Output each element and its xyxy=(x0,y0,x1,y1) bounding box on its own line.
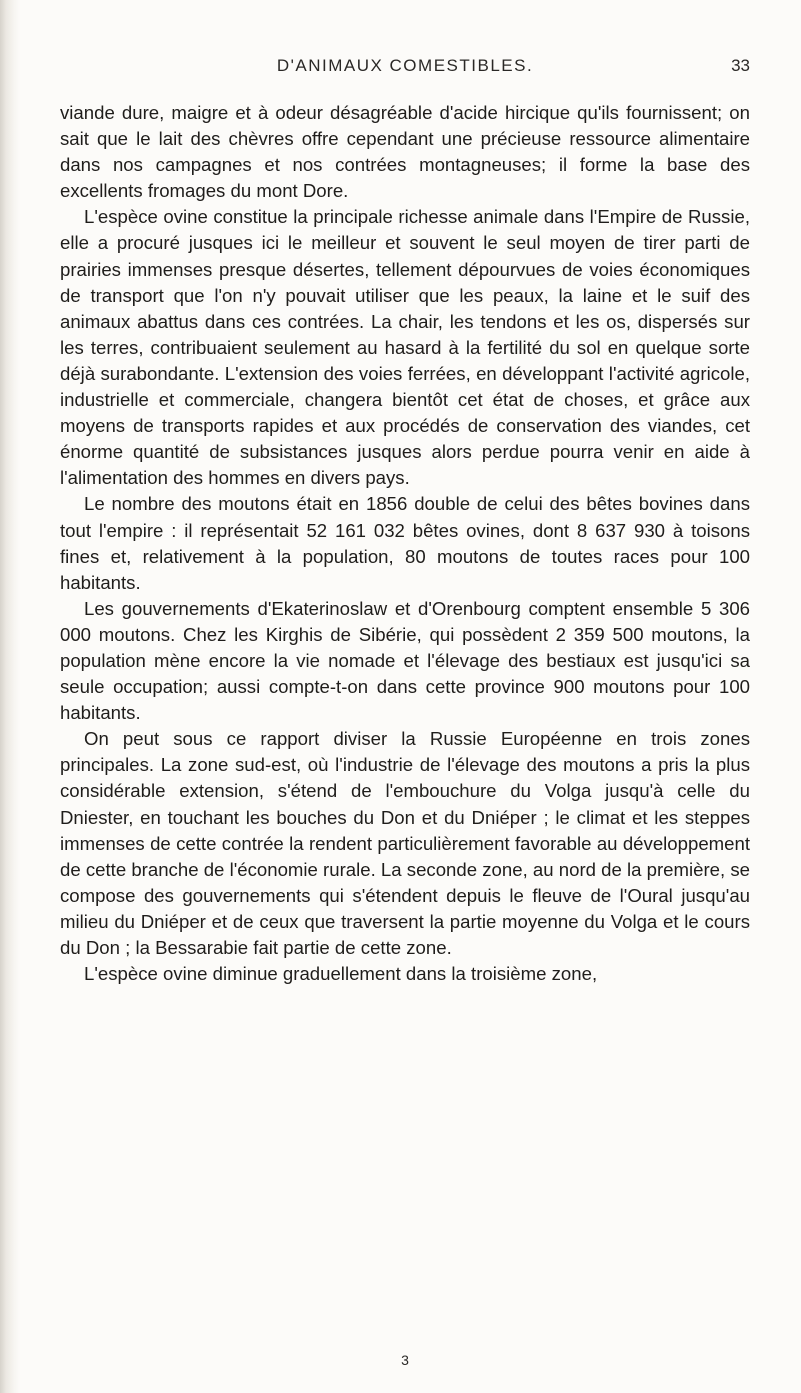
signature-mark: 3 xyxy=(401,1352,409,1368)
paragraph-5: On peut sous ce rapport diviser la Russie Européenne en trois zones principales. La zone sud-est, où l'industrie de l'élevage des moutons a pris la plus considérable extension, s'étend de l'embouchure du Volga jusqu'à celle du Dniester, en touchant les bouches du Don et du Dniéper ; le climat et les steppes immenses de cette contrée la rendent particulièrement favorable au développement de cette branche de l'économie rurale. La seconde zone, au nord de la première, se compose des gouvernements qui s'étendent depuis le fleuve de l'Oural jusqu'au milieu du Dniéper et de ceux que traversent la partie moyenne du Volga et le cours du Don ; la Bessarabie fait partie de cette zone. xyxy=(60,728,750,958)
body-text xyxy=(60,100,750,987)
paragraph-3: Le nombre des moutons était en 1856 double de celui des bêtes bovines dans tout l'empire : il représentait 52 161 032 bêtes ovines, dont 8 637 930 à toisons fines et, relativement à la population, 80 moutons de toutes races pour 100 habitants. xyxy=(60,493,750,593)
paragraph-2: L'espèce ovine constitue la principale richesse animale dans l'Empire de Russie, elle a procuré jusques ici le meilleur et souvent le seul moyen de tirer parti de prairies immenses presque désertes, tellement dépourvues de voies économiques de transport que l'on n'y pouvait utiliser que les peaux, la laine et le suif des animaux abattus dans ces contrées. La chair, les tendons et les os, dispersés sur les terres, contribuaient seulement au hasard à la fertilité du sol en quelque sorte déjà surabondante. L'extension des voies ferrées, en développant l'activité agricole, industrielle et commerciale, changera bientôt cet état de choses, et grâce aux moyens de transports rapides et aux procédés de conservation des viandes, cet énorme quantité de subsistances jusques alors perdue pourra venir en aide à l'alimentation des hommes en divers pays. xyxy=(60,206,750,489)
running-head: D'ANIMAUX COMESTIBLES. xyxy=(276,56,534,75)
paragraph-1: viande dure, maigre et à odeur désagréable d'acide hircique qu'ils fournissent; on sait que le lait des chèvres offre cependant une précieuse ressource alimentaire dans nos campagnes et nos contrées montagneuses; il forme la base des excellents fromages du mont Dore. xyxy=(60,102,750,202)
paragraph-4: Les gouvernements d'Ekaterinoslaw et d'Orenbourg comptent ensemble 5 306 000 moutons. Chez les Kirghis de Sibérie, qui possèdent 2 359 500 moutons, la population mène encore la vie nomade et l'élevage des bestiaux est jusqu'ici sa seule occupation; aussi compte-t-on dans cette province 900 moutons pour 100 habitants. xyxy=(60,597,750,724)
binding-shadow xyxy=(0,0,20,1393)
paragraph-6: L'espèce ovine diminue graduellement dans la troisième zone, xyxy=(84,963,598,985)
page-number: 33 xyxy=(731,56,750,75)
page-header xyxy=(60,56,750,84)
